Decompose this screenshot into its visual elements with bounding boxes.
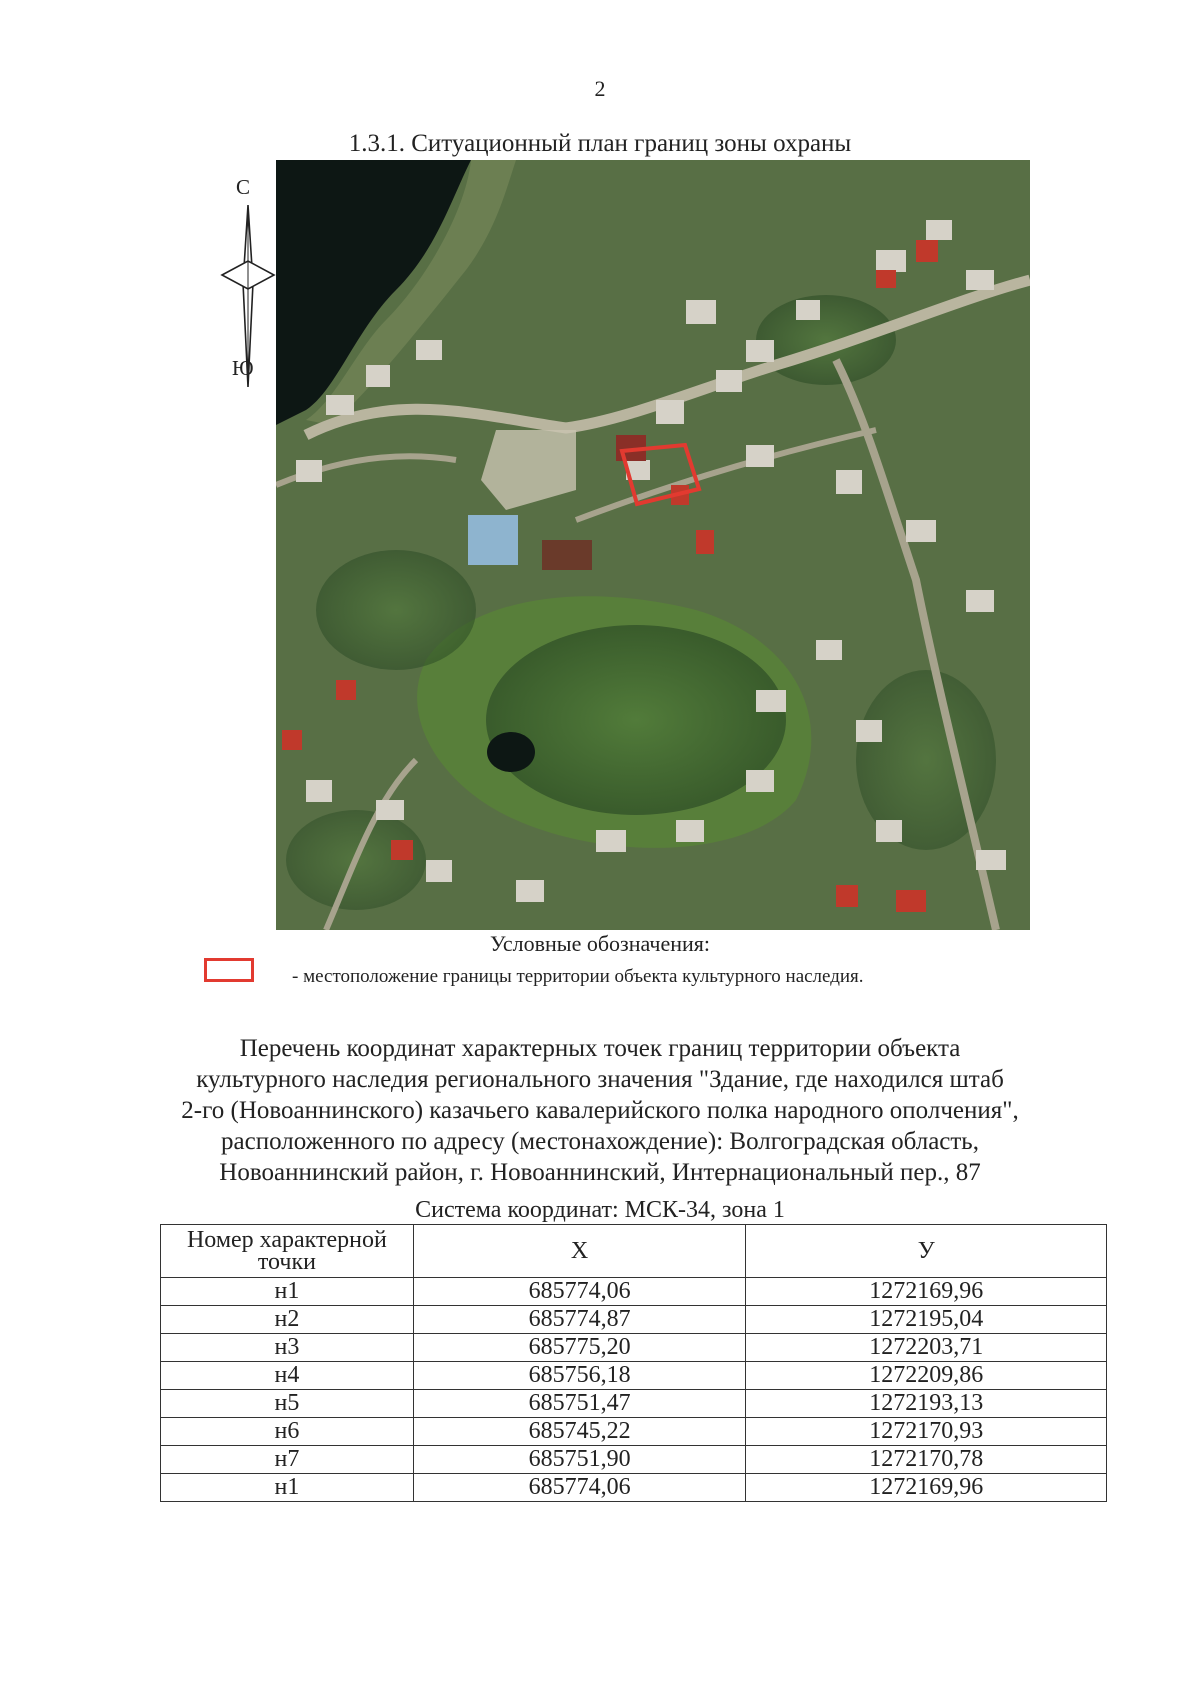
x-value: 685751,90 (413, 1446, 746, 1474)
y-value: 1272209,86 (746, 1362, 1107, 1390)
blue-roof (468, 515, 518, 565)
x-value: 685745,22 (413, 1418, 746, 1446)
legend-item-text: - местоположение границы территории объекта культурного наследия. (292, 966, 864, 987)
point-number: н2 (161, 1306, 414, 1334)
satellite-map (276, 160, 1030, 930)
heading-line: культурного наследия регионального значения "Здание, где находился штаб (196, 1066, 1004, 1093)
table-header-row (161, 1225, 1107, 1278)
header-x: X (413, 1225, 746, 1278)
map-title: 1.3.1. Ситуационный план границ зоны охраны (348, 130, 852, 157)
point-number: н1 (161, 1474, 414, 1502)
y-value: 1272193,13 (746, 1390, 1107, 1418)
pond (487, 732, 535, 772)
header-point-number: Номер характерной точки (161, 1225, 414, 1278)
x-value: 685774,06 (413, 1278, 746, 1306)
point-number: н3 (161, 1334, 414, 1362)
coordinates-table (160, 1224, 1107, 1502)
heading-line: расположенного по адресу (местонахождение): Волгоградская область, (221, 1128, 979, 1155)
table-row (161, 1474, 1107, 1502)
point-number: н5 (161, 1390, 414, 1418)
heading-line: 2-го (Новоаннинского) казачьего кавалерийского полка народного ополчения", (181, 1097, 1019, 1124)
table-row (161, 1390, 1107, 1418)
compass-south-label: Ю (232, 356, 254, 380)
y-value: 1272169,96 (746, 1278, 1107, 1306)
heading-line: Перечень координат характерных точек границ территории объекта (239, 1035, 961, 1062)
point-number: н6 (161, 1418, 414, 1446)
table-row (161, 1278, 1107, 1306)
header-y: У (746, 1225, 1107, 1278)
y-value: 1272170,93 (746, 1418, 1107, 1446)
x-value: 685774,06 (413, 1474, 746, 1502)
point-number: н1 (161, 1278, 414, 1306)
legend-boundary-swatch (204, 958, 254, 982)
page-number: 2 (594, 76, 606, 101)
point-number: н7 (161, 1446, 414, 1474)
point-number: н4 (161, 1362, 414, 1390)
x-value: 685774,87 (413, 1306, 746, 1334)
table-row (161, 1446, 1107, 1474)
table-row (161, 1418, 1107, 1446)
y-value: 1272203,71 (746, 1334, 1107, 1362)
table-row (161, 1362, 1107, 1390)
coordinate-system: Система координат: МСК-34, зона 1 (415, 1197, 785, 1223)
table-row (161, 1334, 1107, 1362)
x-value: 685775,20 (413, 1334, 746, 1362)
y-value: 1272195,04 (746, 1306, 1107, 1334)
legend-title: Условные обозначения: (489, 931, 711, 956)
y-value: 1272170,78 (746, 1446, 1107, 1474)
coordinates-heading (100, 1033, 1100, 1188)
y-value: 1272169,96 (746, 1474, 1107, 1502)
x-value: 685756,18 (413, 1362, 746, 1390)
heading-line: Новоаннинский район, г. Новоаннинский, Интернациональный пер., 87 (219, 1159, 981, 1186)
compass-north-label: С (236, 175, 251, 199)
table-row (161, 1306, 1107, 1334)
x-value: 685751,47 (413, 1390, 746, 1418)
